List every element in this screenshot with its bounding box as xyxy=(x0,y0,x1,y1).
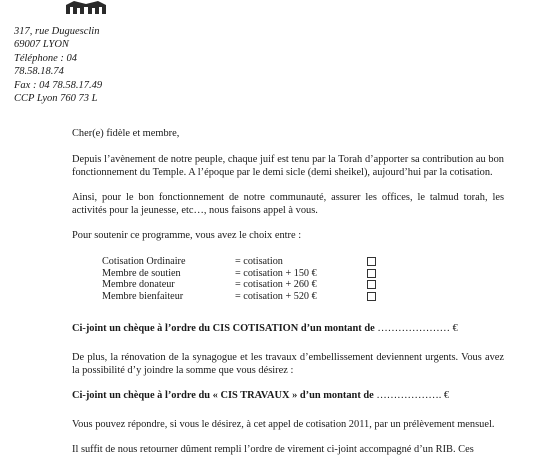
option-row xyxy=(102,268,387,280)
paragraph-community: Ainsi, pour le bon fonctionnement de notre communauté, assurer les offices, le talmud torah, les activités pour la jeunesse, etc…, nous faisons appel à vous. xyxy=(72,192,504,216)
cheque-travaux-amount-field[interactable]: ………………. € xyxy=(373,390,450,402)
option-row xyxy=(102,279,387,291)
fax-number: Fax : 04 78.58.17.49 xyxy=(14,79,103,91)
paragraph-monthly: Vous pouvez répondre, si vous le désirez, à cet appel de cotisation 2011, par un prélèvement mensuel. xyxy=(72,419,495,431)
sender-address xyxy=(14,25,102,105)
paragraph-rib: Il suffit de nous retourner dûment rempli l’ordre de virement ci-joint accompagné d’un RIB. Ces xyxy=(72,444,474,456)
option-label: Membre de soutien xyxy=(102,267,181,279)
option-checkbox[interactable] xyxy=(367,257,376,266)
cheque-travaux-text: Ci-joint un chèque à l’ordre du « CIS TRAVAUX » d’un montant de xyxy=(72,390,374,402)
option-formula: = cotisation xyxy=(235,256,283,267)
option-formula: = cotisation + 260 € xyxy=(235,279,317,291)
option-label: Membre bienfaiteur xyxy=(102,290,184,302)
option-row xyxy=(102,291,387,303)
option-checkbox[interactable] xyxy=(367,292,376,301)
cheque-cotisation-line xyxy=(72,322,504,335)
cheque-travaux-line xyxy=(72,389,504,402)
synagogue-logo xyxy=(64,0,108,14)
cheque-cotisation-amount-field[interactable]: ………………… € xyxy=(374,323,458,335)
phone-label: Téléphone : 04 xyxy=(14,52,77,64)
options-intro: Pour soutenir ce programme, vous avez le choix entre : xyxy=(72,230,302,241)
option-label: Membre donateur xyxy=(102,279,175,291)
letter-body xyxy=(72,127,504,468)
membership-options xyxy=(102,256,387,302)
option-row xyxy=(102,256,387,268)
option-checkbox[interactable] xyxy=(367,280,376,289)
option-formula: = cotisation + 150 € xyxy=(235,267,317,279)
address-city: 69007 LYON xyxy=(14,39,69,51)
option-checkbox[interactable] xyxy=(367,269,376,278)
option-label: Cotisation Ordinaire xyxy=(102,256,186,267)
address-street: 317, rue Duguesclin xyxy=(14,26,100,37)
option-formula: = cotisation + 520 € xyxy=(235,290,317,302)
paragraph-renovation: De plus, la rénovation de la synagogue et les travaux d’embellissement deviennent urgents. Vous avez la possibilité d’y joindre la somme que vous désirez : xyxy=(72,352,504,377)
cheque-cotisation-text: Ci-joint un chèque à l’ordre du CIS COTISATION d’un montant de xyxy=(72,323,375,335)
greeting: Cher(e) fidèle et membre, xyxy=(72,128,180,139)
phone-number: 78.58.18.74 xyxy=(14,66,64,78)
ccp-account: CCP Lyon 760 73 L xyxy=(14,93,98,105)
paragraph-torah: Depuis l’avènement de notre peuple, chaque juif est tenu par la Torah d’apporter sa contribution au bon fonctionnement du Temple. A l’époque par le demi sicle (demi sheikel), aujourd’hui par la cotisation. xyxy=(72,154,504,178)
